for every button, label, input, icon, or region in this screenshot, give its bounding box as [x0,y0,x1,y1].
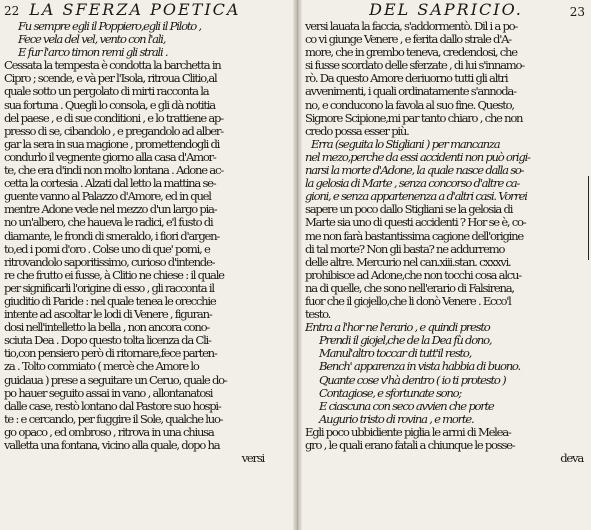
text-line: co vi giunge Venere , e ferita dallo strale d'A- [305,32,511,47]
text-line: Egli poco ubbidiente piglia le armi di Melea- [305,424,511,439]
text-line: tio,con pensiero però di ritornare,fece parten- [4,346,217,361]
text-line: Cipro ; scende, e và per l'Isola, ritroua Clitio,al [4,71,217,86]
text-line: prohibisce ad Adone,che non tocchi cosa alcu- [305,267,521,282]
text-line: diamante, le frondi di smeraldo, i fiori d'argen- [4,228,219,243]
text-line: Manul'altro toccar di tutt'il resto, [319,346,472,361]
text-line: dosi nell'intelletto la bella , non ancora cono- [4,320,210,335]
text-line: za . Tolto commiato ( mercè che Amore lo [4,359,199,374]
text-line: avvenimenti, i quali ordinatamente s'annoda- [305,84,516,99]
left-text-block [0,20,294,452]
text-line: ritrovandolo saporitissimo, curioso d'intende- [4,254,215,269]
text-line: Prendi il giojel,che de la Dea fù dono, [319,333,492,348]
text-line: E fur l'arco timon remi gli strali . [18,45,168,60]
text-line: no, e conducono la favola al suo fine. Questo, [305,97,514,112]
page-number: 22 [4,4,20,18]
text-line: te : e cercando, per fuggire il Sole, qualche luo- [4,411,223,426]
text-line: sapere un poco dallo Stigliani se la gelosia di [305,202,513,217]
catchword: deva [560,451,583,466]
text-line: rò. Da questo Amore deriuorno tutti gli altri [305,71,508,86]
text-line: go opaco , ed ombroso , ritrova in una chiusa [4,424,214,439]
text-line: no un'albero, che haueva le radici, e'l fusto di [4,215,213,230]
text-line: Entra a l'hor ne l'erario , e quindi presto [305,320,490,335]
text-line: Quante cose v'hà dentro ( io ti protesto ) [319,372,506,387]
text-line: di tal morte? Non gli basta? ne addurremo [305,241,505,256]
text-line: intente ad ascoltar le lodi di Venere , figuran- [4,307,212,322]
margin-rule [588,176,589,260]
text-line: nel mezo,perche da essi accidenti non può origi- [305,149,530,164]
text-line: gar la sera in sua magione , promettendogli di [4,136,220,151]
text-line: versi lauata la faccia, s'addormentò. Dil i a po- [305,19,518,33]
text-line: E ciascuna con seco avvien che porte [319,398,494,413]
text-line: testo. [305,307,331,322]
text-line: Marte sia uno di questi accidenti ? Hor se è, co- [305,215,526,230]
right-text-block [301,20,591,452]
text-line: Contagiose, e sfortunate sono; [319,385,461,400]
text-line: del paese , e di sue conditioni , e lo trattiene ap- [4,110,223,125]
text-line: po hauer seguito assai in vano , allontanatosi [4,385,213,400]
text-line: re che frutto ei fusse, à Clitio ne chiese : il quale [4,267,224,282]
text-line: la gelosia di Marte , senza concorso d'altre ca- [305,176,520,191]
text-line: sciuta Dea . Dopo questo tolta licenza da Cli- [4,333,211,348]
text-line: me non farà bastantissima cagione dell'origine [305,228,523,243]
text-line: per significarli l'origine di esso , gli racconta il [4,280,214,295]
text-line: cetta la cortesia . Alzati dal letto la mattina se- [4,176,216,191]
text-line: narsi la morte d'Adone, la quale nasce dalla so- [305,163,524,178]
right-page-header [301,0,591,20]
text-line: Erra (seguita lo Stigliani ) per mancanza [311,136,500,151]
text-line: Bench' apparenza in vista habbia di buono. [319,359,520,374]
text-line: te, che era d'indi non molto lontana . Adone ac- [4,163,223,178]
text-line: mentre Adone vede nel mezzo d'un largo pia- [4,202,217,217]
text-line: Cessata la tempesta è condotta la barchetta in [4,58,221,73]
running-head: DEL SAPRICIO. [369,0,523,19]
text-line: more, che in grembo teneva, credendosi, che [305,45,517,60]
text-line: delle altre. Mercurio nel can.xiii.stan. cxxxvi. [305,254,511,269]
text-line: guente vanno al Palazzo d'Amore, ed in quel [4,189,211,204]
text-line: gro , le quali erano fatali a chiunque le posse- [305,438,515,452]
text-line: to,ed i pomi d'oro . Colse uno di que' pomi, e [4,241,210,256]
text-line: Augurio tristo di rovina , e morte. [319,411,474,426]
left-page [0,0,294,530]
text-line: condurlo il vegnente giorno alla casa d'Amor- [4,149,216,164]
catchword: versi [241,451,264,466]
right-page [301,0,591,530]
text-line: giuditio di Paride : nel quale tenea le orecchie [4,293,216,308]
left-page-header [0,0,294,20]
text-line: credo possa esser più. [305,123,409,138]
text-line: presso di se, cibandolo , e pregandolo ad alber- [4,123,223,138]
page-number: 23 [569,5,585,19]
text-line: dalle case, restò lontano dal Pastore suo hospi- [4,398,221,413]
running-head: LA SFERZA POETICA [29,0,241,19]
text-line: sua fortuna . Quegli lo consola, e gli dà notitia [4,97,215,112]
text-line: guidaua ) prese a seguitare un Ceruo, quale do- [4,372,227,387]
text-line: quale sotto un pergolato di mirti racconta la [4,84,209,99]
text-line: Fece vela del vel, vento con l'ali, [18,32,166,47]
text-line: Signore Scipione,mi par tanto chiaro , che non [305,110,523,125]
text-line: Fu sempre egli il Poppiero,egli il Piloto , [18,19,201,33]
text-line: valletta una fontana, vicino alla quale, dopo ha [4,438,220,452]
text-line: fuor che il giojello,che li donò Venere . Ecco'l [305,293,511,308]
text-line: na di quelle, che sono nell'erario di Falsirena, [305,280,514,295]
text-line: si fusse scordato delle sferzate , di lui s'innamo- [305,58,524,73]
text-line: gioni, e senza appartenenza a d'altri casi. Vorrei [305,189,527,204]
